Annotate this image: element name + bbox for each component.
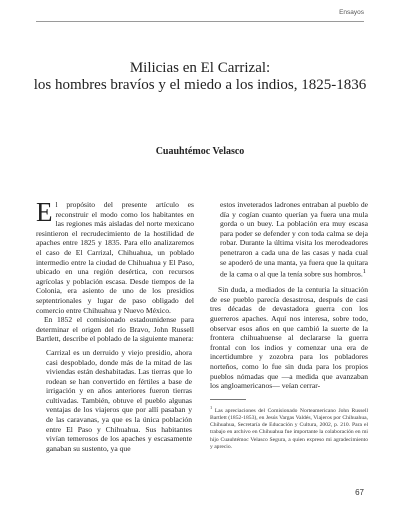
paragraph-3: Sin duda, a mediados de la centuria la situación de ese pueblo parecía desastrosa, después de casi tres décadas de devastadora guerra con los guerreros apaches. Aquí nos interesa, sobre todo, observar esos años en que cambió la suerte de la frontera chihuahuense al declararse la guerra frontal con los indios y comenzar una era de incertidumbre y zozobra para los pobladores norteños, como lo fue sin duda para los propios pueblos nómadas que —a medida que avanzaban los angloamericanos— veían cerrar- [210, 285, 368, 391]
drop-cap: E [36, 197, 53, 227]
left-column [36, 197, 194, 453]
section-label: Ensayos [339, 9, 364, 16]
footnote-ref[interactable]: 1 [362, 268, 366, 276]
block-quote-continued [220, 200, 368, 279]
footnote-number: 1 [210, 405, 213, 410]
footnote-text: Las apreciaciones del Comisionado Norteamericano John Russell Bartlett (1852-1853), en Jesús Vargas Valdés, Viajeros por Chihuahua, Chihuahua, Secretaría de Educación y Cultura, 2002, p. 210. Para el trabajo en archivo en Chihuahua fue importante la colaboración en mi hijo Cuauhtémoc Velasco Segura, a quien expreso mi agradecimiento y aprecio. [210, 407, 369, 450]
paragraph-1 [36, 197, 194, 315]
paragraph-1-text: l propósito del presente artículo es reconstruir el modo como los habitantes en las regiones más aisladas del norte mexicano resintieron el recrudecimiento de la hostilidad de apaches entre 1825 y 1835. Para ello analizaremos el caso de El Carrizal, Chihuahua, un poblado intermedio entre la ciudad de Chihuahua y El Paso, ubicado en una región desértica, con recursos agrícolas y población escasa. Desde tiempos de la Colonia, era asiento de uno de los presidios septentrionales y lugar de paso obligado del comercio entre Chihuahua y Nuevo México. [36, 200, 194, 315]
footnote-rule [210, 399, 246, 400]
header-rule [36, 21, 364, 22]
block-quote: Carrizal es un derruido y viejo presidio, ahora casi despoblado, donde más de la mitad de las viviendas están deshabitadas. Las tierras que lo rodean se han convertido en fértiles a base de irrigación y en años anteriores fueron tierras cultivadas. También, obtuve el pueblo algunas ventajas de los viajeros que por allí pasaban y de las caravanas, ya que es la única población entre El Paso y Chihuahua. Sus habitantes vivían temerosos de los apaches y escasamente ganaban su sustento, ya que [46, 347, 192, 453]
article-title [20, 60, 380, 94]
title-line-2: los hombres bravíos y el miedo a los indios, 1825-1836 [33, 77, 367, 93]
footnote [210, 404, 368, 451]
right-column [210, 200, 368, 391]
paragraph-2: En 1852 el comisionado estadounidense para determinar el origen del río Bravo, John Russell Bartlett, describe el poblado de la siguiente manera: [36, 315, 194, 344]
title-line-1: Milicias en El Carrizal: [129, 60, 271, 76]
block-quote-continued-text: estos inveterados ladrones entraban al pueblo de día y cogían cuanto querían ya fuera una mula gorda o un buey. La población era muy escasa para poder se defender y con toda calma se deja robar. Durante la última visita los merodeadores penetraron a cada una de las casas y nada cual se apoderó de una manta, ya fuera que la quitara de la cama o al que la tenía sobre sus hombros. [220, 200, 368, 279]
page-number: 67 [355, 488, 364, 497]
author-name: Cuauhtémoc Velasco [155, 146, 245, 157]
